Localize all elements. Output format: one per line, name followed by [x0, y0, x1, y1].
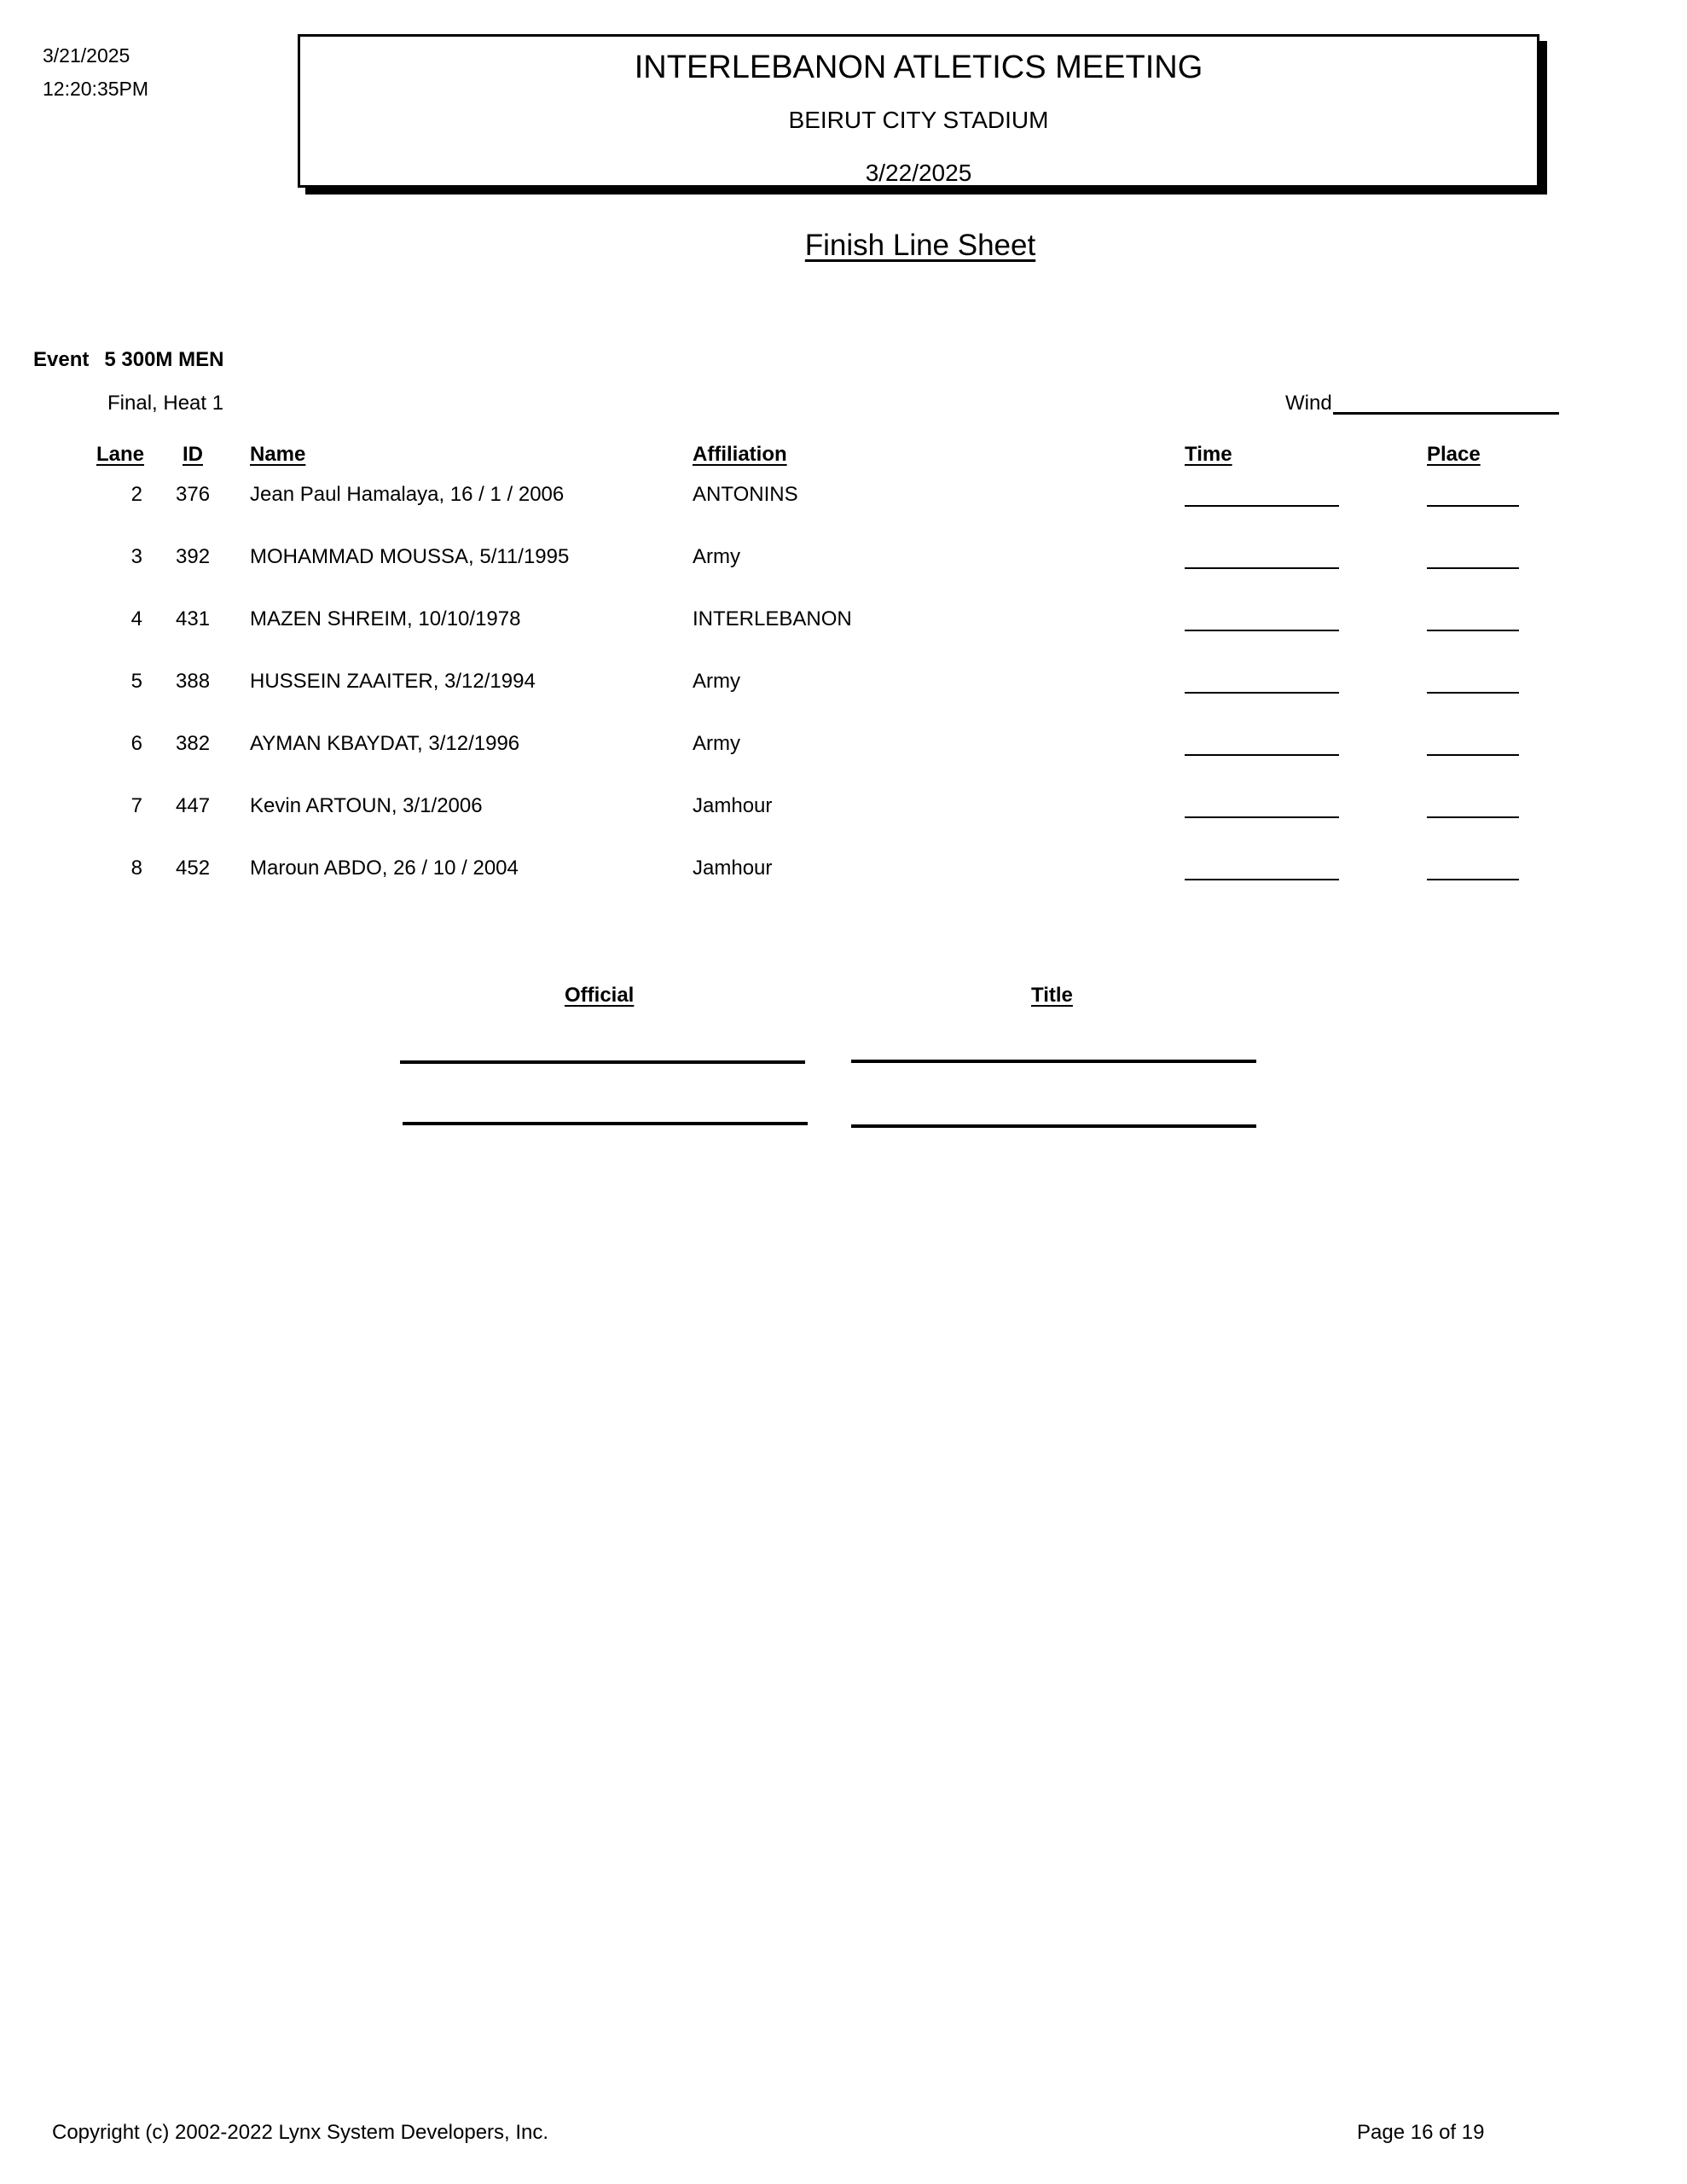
- table-row: [0, 732, 1687, 766]
- id-cell: 392: [176, 545, 211, 568]
- table-row: [0, 857, 1687, 891]
- place-blank-line: [1427, 754, 1519, 756]
- time-blank-line: [1185, 692, 1339, 694]
- affiliation-cell: Army: [693, 545, 740, 568]
- event-name: 5 300M MEN: [104, 348, 224, 371]
- id-cell: 382: [176, 732, 211, 755]
- affiliation-cell: Jamhour: [693, 794, 773, 817]
- wind-entry-line: [1333, 412, 1559, 415]
- page-number: Page 16 of 19: [1357, 2121, 1485, 2144]
- table-row: [0, 670, 1687, 704]
- time-blank-line: [1185, 630, 1339, 631]
- affiliation-cell: ANTONINS: [693, 483, 798, 506]
- id-cell: 388: [176, 670, 211, 693]
- id-cell: 447: [176, 794, 211, 817]
- table-row: [0, 607, 1687, 642]
- name-cell: Maroun ABDO, 26 / 10 / 2004: [250, 857, 519, 880]
- affiliation-cell: INTERLEBANON: [693, 607, 852, 630]
- col-header-place: Place: [1427, 443, 1481, 466]
- name-cell: HUSSEIN ZAAITER, 3/12/1994: [250, 670, 536, 693]
- time-blank-line: [1185, 879, 1339, 880]
- title-label: Title: [1031, 984, 1073, 1007]
- time-blank-line: [1185, 567, 1339, 569]
- lane-cell: 7: [130, 794, 142, 817]
- col-header-name: Name: [250, 443, 306, 466]
- time-blank-line: [1185, 816, 1339, 818]
- lane-cell: 2: [130, 483, 142, 506]
- official-signature-line: [400, 1060, 805, 1064]
- place-blank-line: [1427, 879, 1519, 880]
- wind-label: Wind: [1285, 392, 1332, 415]
- name-cell: MOHAMMAD MOUSSA, 5/11/1995: [250, 545, 570, 568]
- col-header-time: Time: [1185, 443, 1232, 466]
- event-label: Event: [33, 348, 90, 371]
- time-blank-line: [1185, 505, 1339, 507]
- official-label: Official: [565, 984, 635, 1007]
- table-row: [0, 545, 1687, 579]
- name-cell: Jean Paul Hamalaya, 16 / 1 / 2006: [250, 483, 565, 506]
- name-cell: MAZEN SHREIM, 10/10/1978: [250, 607, 521, 630]
- lane-cell: 5: [130, 670, 142, 693]
- table-row: [0, 483, 1687, 517]
- affiliation-cell: Army: [693, 732, 740, 755]
- official-signature-line: [403, 1122, 808, 1125]
- place-blank-line: [1427, 692, 1519, 694]
- place-blank-line: [1427, 816, 1519, 818]
- event-heading: [33, 348, 223, 372]
- affiliation-cell: Jamhour: [693, 857, 773, 880]
- event-round: Final, Heat 1: [107, 392, 224, 415]
- place-blank-line: [1427, 505, 1519, 507]
- meet-name: INTERLEBANON ATLETICS MEETING: [634, 49, 1203, 85]
- print-time: 12:20:35PM: [43, 78, 149, 100]
- lane-cell: 8: [130, 857, 142, 880]
- lane-cell: 4: [130, 607, 142, 630]
- col-header-id: ID: [183, 443, 203, 466]
- name-cell: Kevin ARTOUN, 3/1/2006: [250, 794, 483, 817]
- id-cell: 431: [176, 607, 211, 630]
- title-signature-line: [851, 1124, 1256, 1128]
- affiliation-cell: Army: [693, 670, 740, 693]
- meet-venue: BEIRUT CITY STADIUM: [788, 107, 1049, 133]
- print-date: 3/21/2025: [43, 44, 130, 67]
- place-blank-line: [1427, 630, 1519, 631]
- table-row: [0, 794, 1687, 828]
- place-blank-line: [1427, 567, 1519, 569]
- title-signature-line: [851, 1060, 1256, 1063]
- col-header-lane: Lane: [96, 443, 145, 466]
- id-cell: 376: [176, 483, 211, 506]
- col-header-affiliation: Affiliation: [693, 443, 787, 466]
- lane-cell: 6: [130, 732, 142, 755]
- time-blank-line: [1185, 754, 1339, 756]
- lane-cell: 3: [130, 545, 142, 568]
- sheet-title-text: Finish Line Sheet: [804, 229, 1036, 262]
- meet-date: 3/22/2025: [865, 160, 972, 186]
- sheet-title: [0, 229, 1687, 263]
- copyright-notice: Copyright (c) 2002-2022 Lynx System Developers, Inc.: [52, 2121, 549, 2144]
- id-cell: 452: [176, 857, 211, 880]
- name-cell: AYMAN KBAYDAT, 3/12/1996: [250, 732, 520, 755]
